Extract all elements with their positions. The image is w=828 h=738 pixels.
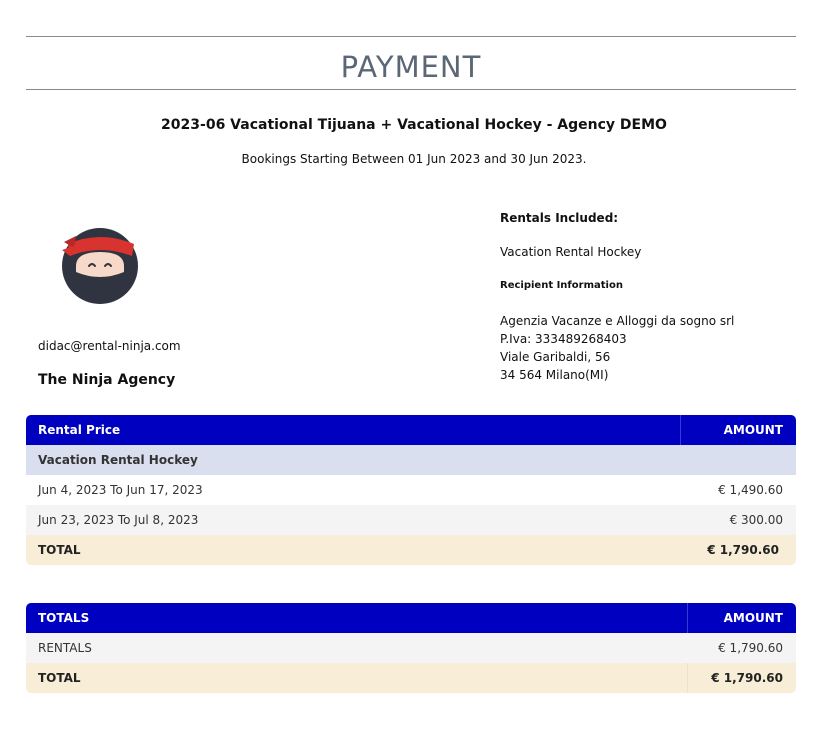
recipient-line: Agenzia Vacanze e Alloggi da sogno srl (500, 314, 735, 328)
total-label: TOTAL (38, 543, 81, 557)
totals-table (26, 603, 796, 693)
column-divider (687, 603, 688, 633)
column-header-amount: AMOUNT (723, 611, 783, 625)
booking-amount-cell: € 300.00 (729, 513, 783, 527)
table-header (26, 415, 796, 445)
table-row (26, 633, 796, 663)
booking-period-cell: Jun 23, 2023 To Jul 8, 2023 (38, 513, 199, 527)
column-header-amount: AMOUNT (723, 423, 783, 437)
report-subtitle: 2023-06 Vacational Tijuana + Vacational Hockey - Agency DEMO (161, 117, 667, 133)
total-amount: € 1,790.60 (711, 671, 783, 685)
total-row (26, 663, 796, 693)
recipient-line: Viale Garibaldi, 56 (500, 350, 611, 364)
column-header-totals: TOTALS (38, 611, 90, 625)
rental-included-item: Vacation Rental Hockey (500, 245, 642, 259)
rental-group-label: Vacation Rental Hockey (38, 453, 198, 467)
ninja-avatar-icon (58, 222, 142, 306)
booking-amount-cell: € 1,490.60 (718, 483, 783, 497)
column-divider (680, 415, 681, 445)
page-title: PAYMENT (340, 50, 482, 84)
total-amount: € 1,790.60 (707, 543, 779, 557)
recipient-address (500, 312, 734, 384)
rentals-included-heading: Rentals Included: (500, 211, 619, 225)
table-header (26, 603, 796, 633)
total-label: TOTAL (38, 671, 81, 685)
total-row (26, 535, 796, 565)
column-divider (687, 663, 688, 693)
booking-period: Bookings Starting Between 01 Jun 2023 and 30 Jun 2023. (241, 152, 587, 166)
agency-name: The Ninja Agency (38, 372, 176, 388)
totals-label-cell: RENTALS (38, 641, 92, 655)
totals-amount-cell: € 1,790.60 (718, 641, 783, 655)
rental-group-row (26, 445, 796, 475)
rental-price-table (26, 415, 796, 565)
title-underline (26, 89, 796, 90)
top-rule (26, 36, 796, 37)
agency-email: didac@rental-ninja.com (38, 339, 181, 353)
table-row (26, 475, 796, 505)
column-header-rental-price: Rental Price (38, 423, 121, 437)
recipient-line: P.Iva: 333489268403 (500, 332, 627, 346)
recipient-line: 34 564 Milano(MI) (500, 368, 609, 382)
table-row (26, 505, 796, 535)
recipient-heading: Recipient Information (500, 280, 623, 291)
booking-period-cell: Jun 4, 2023 To Jun 17, 2023 (38, 483, 203, 497)
